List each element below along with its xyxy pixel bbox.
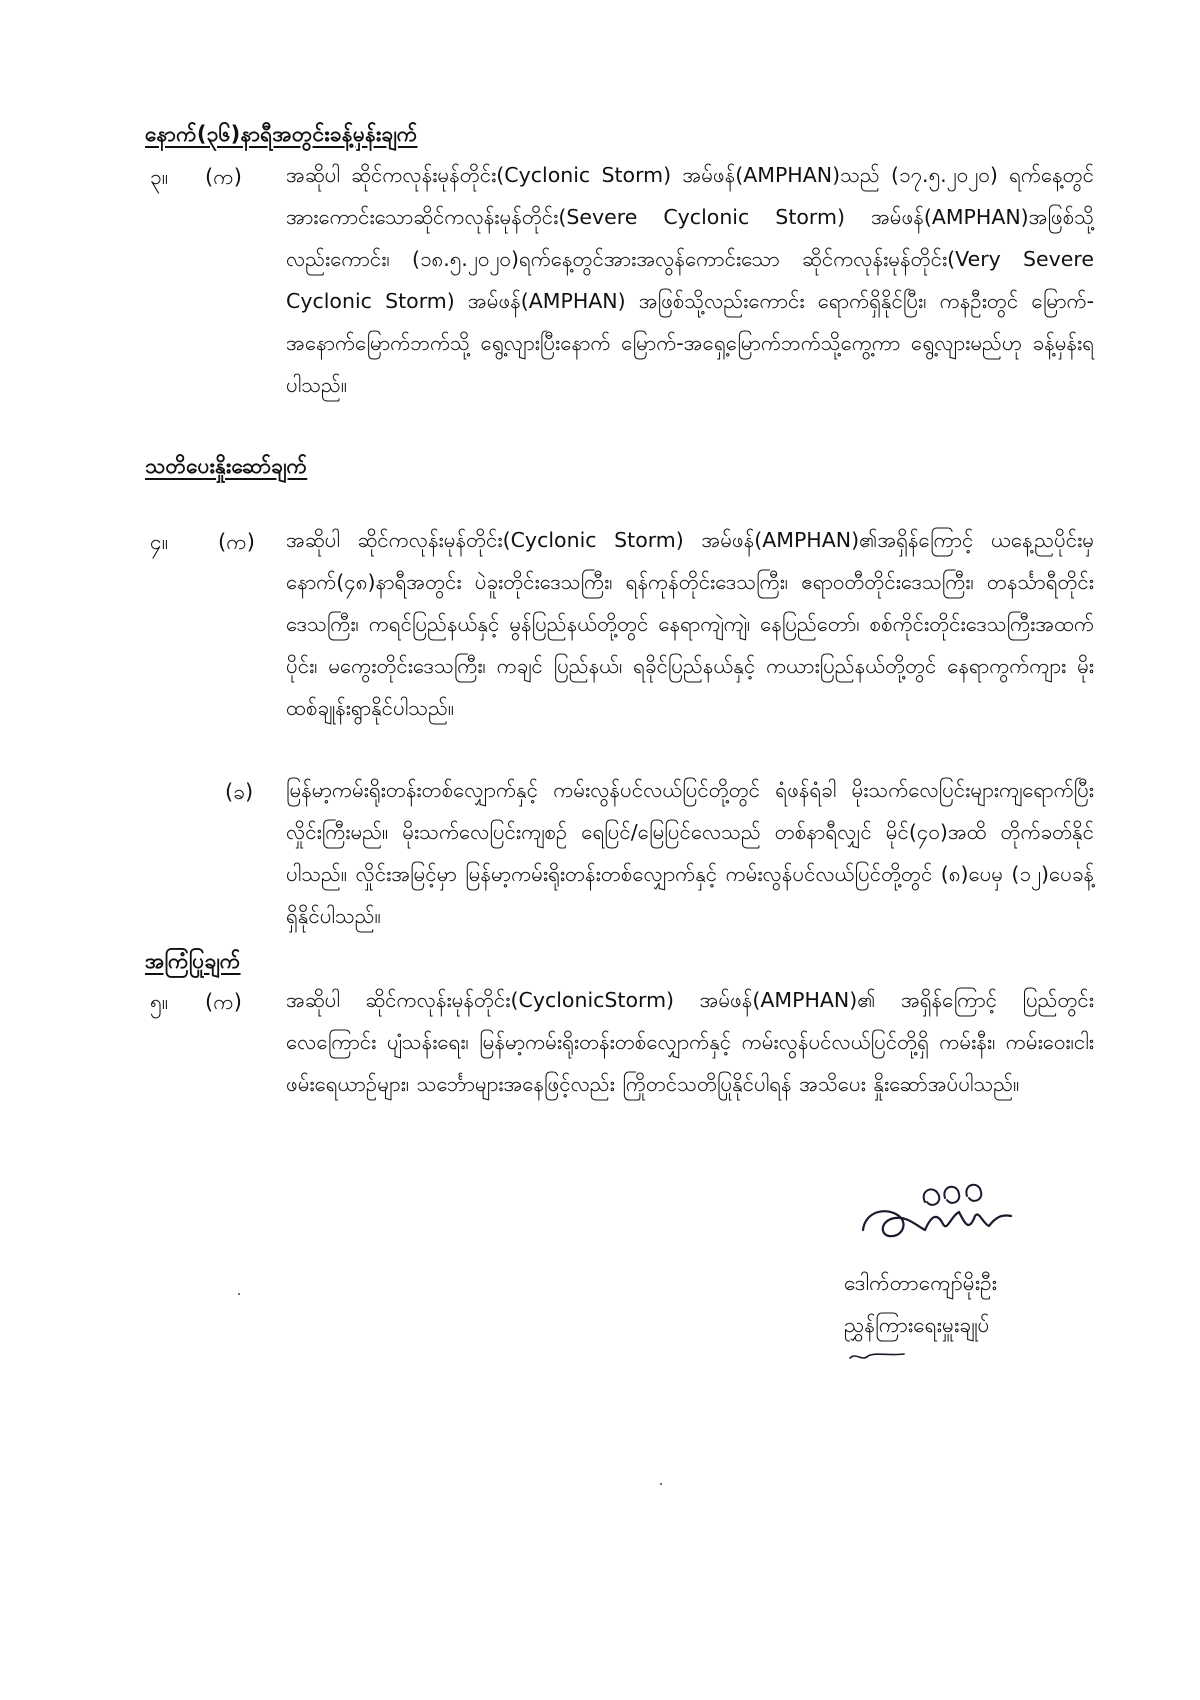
paragraph-number-5: ၅။ bbox=[150, 990, 169, 1014]
handwritten-signature bbox=[855, 1172, 1015, 1262]
scan-speck bbox=[238, 1293, 240, 1295]
forecast-heading: နောက်(၃၆)နာရီအတွင်းခန့်မှန်းချက် bbox=[145, 122, 418, 146]
paragraph-number-3: ၃။ bbox=[150, 165, 169, 189]
scan-speck bbox=[660, 1483, 662, 1485]
forecast-paragraph-ka: အဆိုပါ ဆိုင်ကလုန်းမုန်တိုင်း(Cyclonic Storm) အမ်ဖန်(AMPHAN)သည် (၁၇.၅.၂၀၂၀) ရက်နေ့တွင် အားကောင်းသောဆိုင်ကလုန်းမုန်တိုင်း(Severe Cyclonic Storm) အမ်ဖန်(AMPHAN)အဖြစ်သို့လည်းကောင်း၊ (၁၈.၅.၂၀၂၀)ရက်နေ့တွင်အားအလွန်ကောင်းသော ဆိုင်ကလုန်းမုန်တိုင်း(Very Severe Cyclonic Storm) အမ်ဖန်(AMPHAN) အဖြစ်သို့လည်းကောင်း ရောက်ရှိနိုင်ပြီး၊ ကနဦးတွင် မြောက်-အနောက်မြောက်ဘက်သို့ ရွေ့လျားပြီးနောက် မြောက်-အရှေ့မြောက်ဘက်သို့ကွေ့ကာ ရွေ့လျားမည်ဟု ခန့်မှန်းရပါသည်။ bbox=[286, 163, 1094, 397]
warning-subparagraph-label-kha: (ခ) bbox=[225, 780, 254, 804]
signatory-name: ဒေါက်တာကျော်မိုးဦး bbox=[844, 1271, 998, 1295]
signatory-title: ညွှန်ကြားရေးမှူးချုပ် bbox=[844, 1313, 990, 1337]
warning-paragraph-ka: အဆိုပါ ဆိုင်ကလုန်းမုန်တိုင်း(Cyclonic Storm) အမ်ဖန်(AMPHAN)၏အရှိန်ကြောင့် ယနေ့ညပိုင်းမှ နောက်(၄၈)နာရီအတွင်း ပဲခူးတိုင်းဒေသကြီး၊ ရန်ကုန်တိုင်းဒေသကြီး၊ ဧရာဝတီတိုင်းဒေသကြီး၊ တနင်္သာရီတိုင်းဒေသကြီး၊ ကရင်ပြည်နယ်နှင့် မွန်ပြည်နယ်တို့တွင် နေရာကျဲကျဲ၊ နေပြည်တော်၊ စစ်ကိုင်းတိုင်းဒေသကြီးအထက်ပိုင်း၊ မကွေးတိုင်းဒေသကြီး၊ ကချင် ပြည်နယ်၊ ရခိုင်ပြည်နယ်နှင့် ကယားပြည်နယ်တို့တွင် နေရာကွက်ကျား မိုးထစ်ချုန်းရွာနိုင်ပါသည်။ bbox=[286, 528, 1094, 720]
advice-paragraph-ka: အဆိုပါ ဆိုင်ကလုန်းမုန်တိုင်း(CyclonicStorm) အမ်ဖန်(AMPHAN)၏ အရှိန်ကြောင့် ပြည်တွင်းလေကြောင်း ပျံသန်းရေး၊ မြန်မာ့ကမ်းရိုးတန်းတစ်လျှောက်နှင့် ကမ်းလွန်ပင်လယ်ပြင်တို့ရှိ ကမ်းနီး၊ ကမ်းဝေး၊ငါးဖမ်းရေယာဉ်များ၊ သင်္ဘောများအနေဖြင့်လည်း ကြိုတင်သတိပြုနိုင်ပါရန် အသိပေး နှိုးဆော်အပ်ပါသည်။ bbox=[286, 988, 1094, 1096]
warning-paragraph-kha: မြန်မာ့ကမ်းရိုးတန်းတစ်လျှောက်နှင့် ကမ်းလွန်ပင်လယ်ပြင်တို့တွင် ရံဖန်ရံခါ မိုးသက်လေပြင်းများကျရောက်ပြီး လှိုင်းကြီးမည်။ မိုးသက်လေပြင်းကျစဉ် ရေပြင်/မြေပြင်လေသည် တစ်နာရီလျှင် မိုင်(၄၀)အထိ တိုက်ခတ်နိုင်ပါသည်။ လှိုင်းအမြင့်မှာ မြန်မာ့ကမ်းရိုးတန်းတစ်လျှောက်နှင့် ကမ်းလွန်ပင်လယ်ပြင်တို့တွင် (၈)ပေမှ (၁၂)ပေခန့် ရှိနိုင်ပါသည်။ bbox=[286, 778, 1094, 928]
warning-heading: သတိပေးနှိုးဆော်ချက် bbox=[145, 454, 308, 478]
warning-subparagraph-label-ka: (က) bbox=[218, 530, 255, 554]
paragraph-number-4: ၄။ bbox=[150, 530, 169, 554]
advice-heading: အကြံပြုချက် bbox=[145, 949, 241, 973]
advice-subparagraph-label-ka: (က) bbox=[205, 990, 242, 1014]
signatory-title-flourish bbox=[848, 1348, 908, 1364]
forecast-subparagraph-label-ka: (က) bbox=[205, 165, 242, 189]
